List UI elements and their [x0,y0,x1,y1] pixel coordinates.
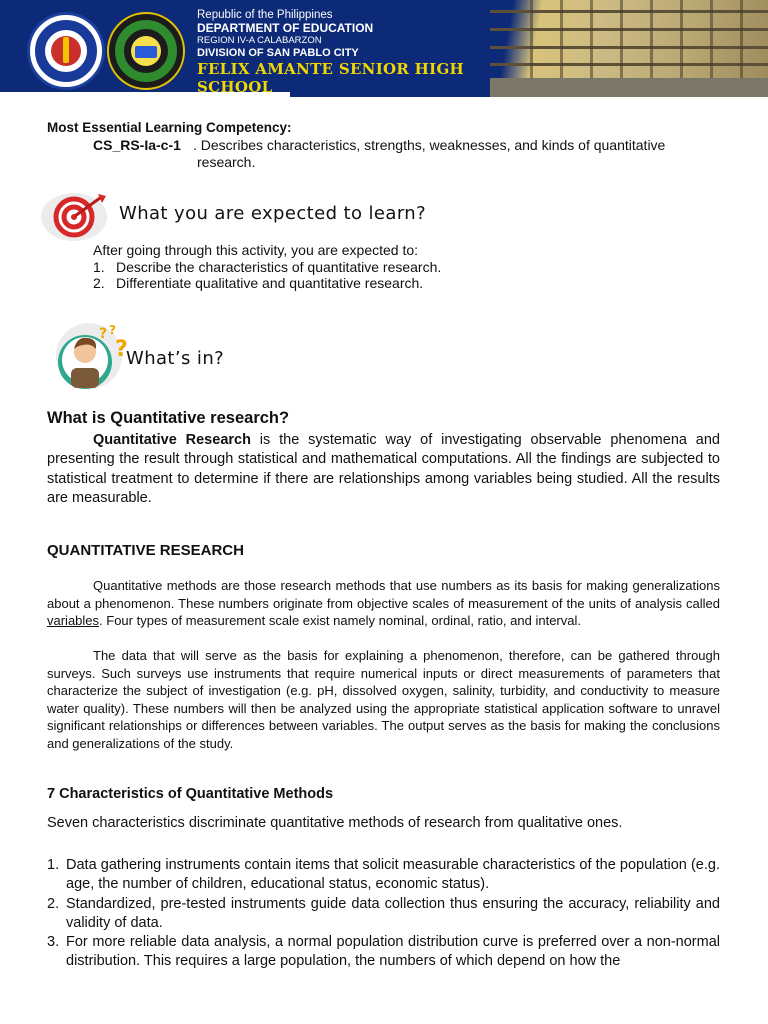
svg-text:?: ? [99,326,108,342]
quantitative-paragraph-2: The data that will serve as the basis for explaining a phenomenon, therefore, can be gathered through surveys. Such surveys use instruments that require numerical inputs or direct measurements of parameters that characterize the subject of investigation (e.g. pH, dissolved oxygen, salinity, turbidity, and conductivity to measure water quality). These numbers will then be analyzed using the appropriate statistical application software to unravel significant relationships or differences between variables. The output serves as the basis for making the conclusions and generalizations of the study. [47,648,720,751]
list-item: 3. For more reliable data analysis, a normal population distribution curve is preferred over a non-normal distribution. This requires a large population, the numbers of which depend on how the [47,934,720,970]
variables-link[interactable]: variables [47,613,100,629]
definition-paragraph [47,431,720,508]
department-label: DEPARTMENT OF EDUCATION [197,21,374,35]
header-banner [0,0,768,97]
list-item: 2. Standardized, pre-tested instruments guide data collection thus ensuring the accuracy, reliability and validity of data. [47,895,720,931]
quantitative-research-heading: QUANTITATIVE RESEARCH [47,542,244,559]
characteristics-heading: 7 Characteristics of Quantitative Methods [47,786,334,802]
target-icon [40,190,118,242]
list-item: 2. Differentiate qualitative and quantitative research. [93,275,424,291]
competency-description-text: . Describes characteristics, strengths, weaknesses, and kinds of quantitative research. [193,137,666,170]
definition-title: What is Quantitative research? [47,409,290,427]
header-text [197,9,464,96]
region-label: REGION IV-A CALABARZON [197,35,322,46]
learn-intro: After going through this activity, you are expected to: [93,242,419,258]
school-building-photo [490,0,768,97]
svg-text:?: ? [109,323,116,337]
list-item: 1. Data gathering instruments contain items that solicit measurable characteristics of the population (e.g. age, the number of children, educational status, economic status). [47,857,720,893]
competency-description [193,137,722,171]
division-label: DIVISION OF SAN PABLO CITY [197,47,359,59]
learn-objectives-list [93,259,441,291]
list-item: 1. Describe the characteristics of quantitative research. [93,259,442,275]
svg-text:?: ? [115,337,128,362]
deped-seal-logo [27,12,105,90]
definition-term: Quantitative Research [93,432,251,448]
school-name-line2: SCHOOL [197,78,273,96]
competency-label: Most Essential Learning Competency: [47,120,292,135]
characteristics-list [47,856,720,972]
school-name-line1: FELIX AMANTE SENIOR HIGH [197,60,465,78]
learn-heading: What you are expected to learn? [119,203,427,224]
competency-code: CS_RS-Ia-c-1 [93,137,181,153]
quantitative-paragraph-1: Quantitative methods are those research methods that use numbers as its basis for making generalizations about a phenomenon. These numbers originate from objective scales of measurement of the units of analysis called variables. Four types of measurement scale exist namely nominal, ordinal, ratio, and interval. [47,578,720,629]
school-seal-logo [107,12,185,90]
definition-text: is the systematic way of investigating observable phenomena and presenting the result through statistical and mathematical computations. All the findings are subjected to statistical treatment to determine if there are relationships among variables being studied. All the results are measurable. [47,432,720,506]
characteristics-intro: Seven characteristics discriminate quantitative methods of research from qualitative ones. [47,815,623,831]
thinking-student-icon [55,320,130,390]
republic-label: Republic of the Philippines [197,9,333,21]
whats-in-heading: What’s in? [126,348,225,369]
